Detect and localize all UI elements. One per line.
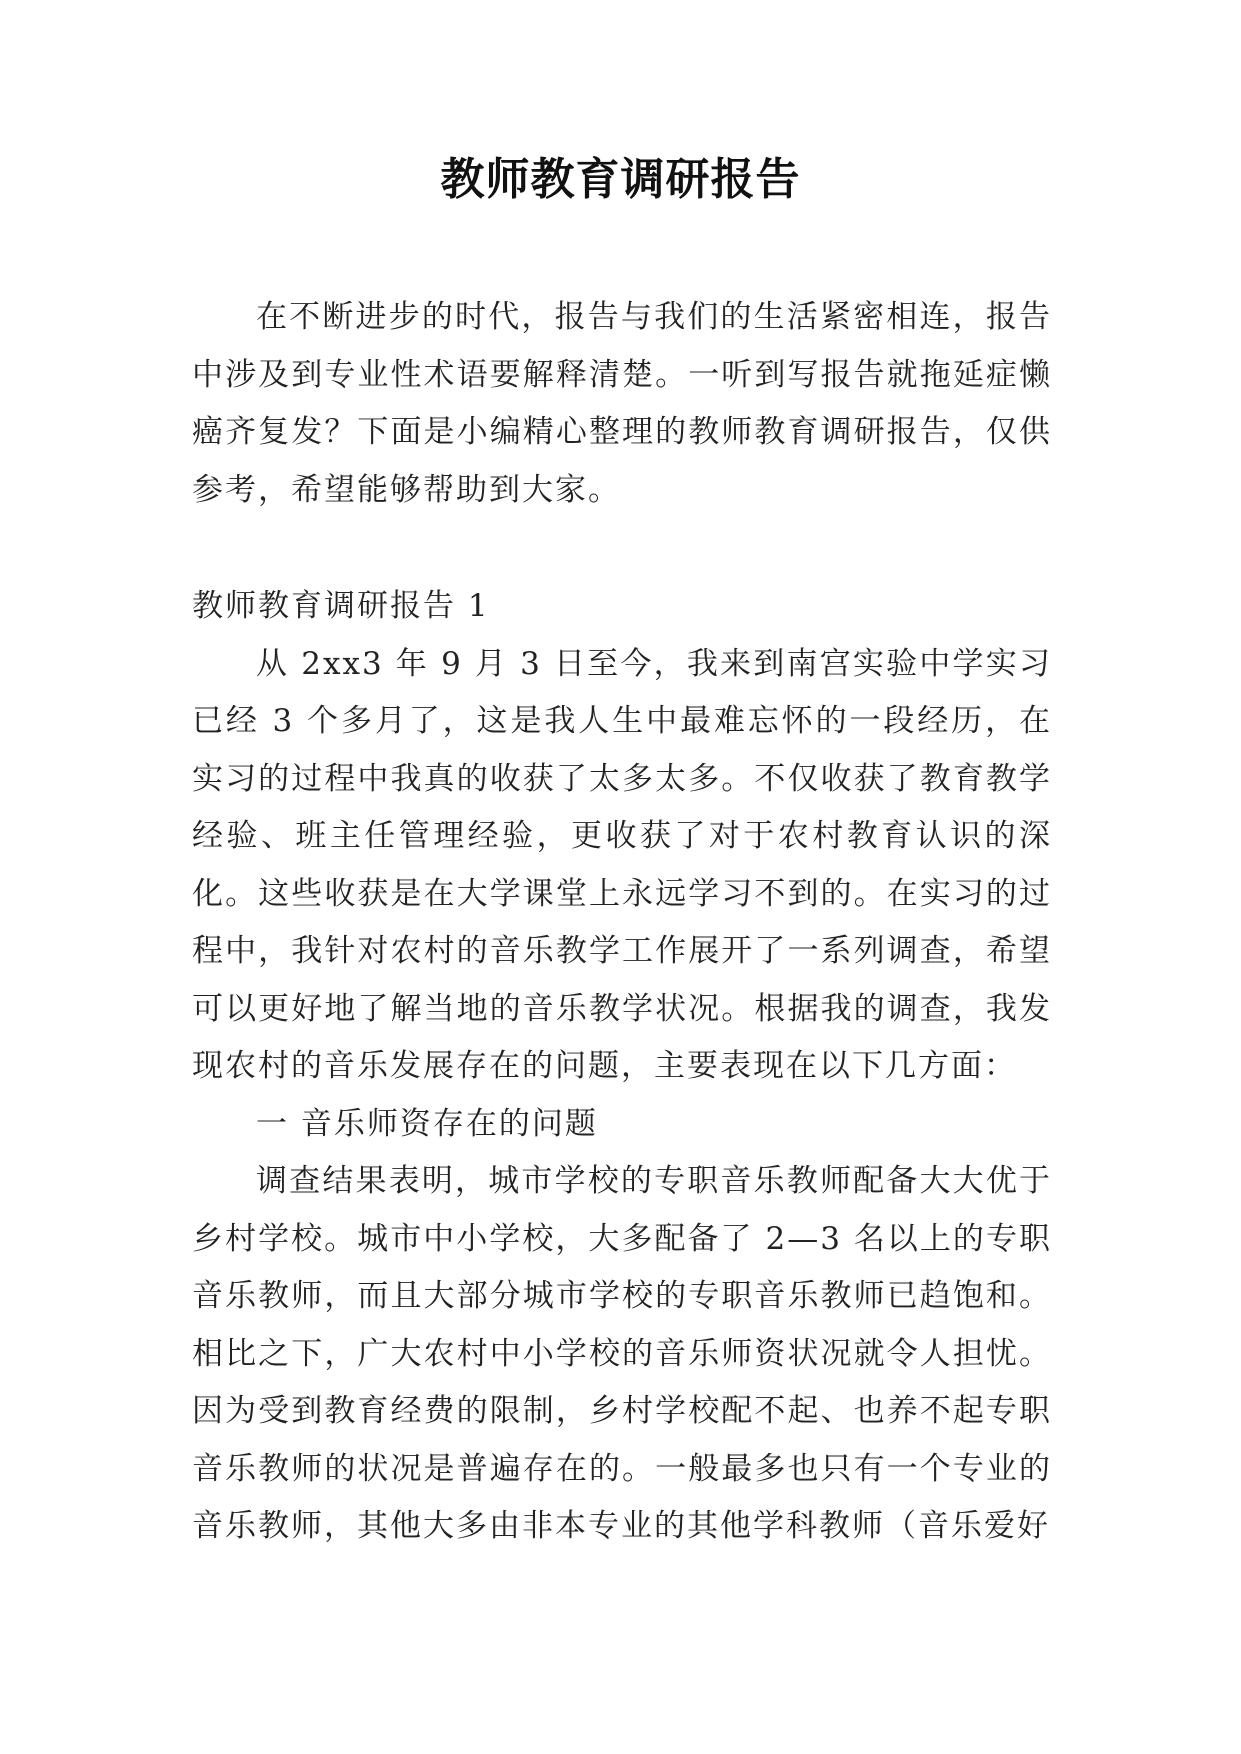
section-subheading: 一 音乐师资存在的问题 [256, 1105, 598, 1142]
document-title: 教师教育调研报告 [440, 154, 801, 205]
section-1 [192, 578, 1052, 1556]
section-paragraph-1: 从 2xx3 年 9 月 3 日至今，我来到南宫实验中学实习已经 3 个多月了，这是我人生中最难忘怀的一段经历，在实习的过程中我真的收获了太多太多。不仅收获了教育教学经验、班主任管理经验，更收获了对于农村教育认识的深化。这些收获是在大学课堂上永远学习不到的。在实习的过程中，我针对农村的音乐教学工作展开了一系列调查，希望可以更好地了解当地的音乐教学状况。根据我的调查，我发现农村的音乐发展存在的问题，主要表现在以下几方面： [192, 645, 1052, 1084]
section-heading: 教师教育调研报告 1 [192, 588, 490, 624]
intro-paragraph: 在不断进步的时代，报告与我们的生活紧密相连，报告中涉及到专业性术语要解释清楚。一听到写报告就拖延症懒癌齐复发？下面是小编精心整理的教师教育调研报告，仅供参考，希望能够帮助到大家。 [192, 299, 1052, 508]
intro-block [192, 289, 1052, 519]
section-paragraph-2: 调查结果表明，城市学校的专职音乐教师配备大大优于乡村学校。城市中小学校，大多配备了 2—3 名以上的专职音乐教师，而且大部分城市学校的专职音乐教师已趋饱和。相比之下，广大农村中小学校的音乐师资状况就令人担忧。因为受到教育经费的限制，乡村学校配不起、也养不起专职音乐教师的状况是普遍存在的。一般最多也只有一个专业的音乐教师，其他大多由非本专业的其他学科教师（音乐爱好 [192, 1163, 1052, 1544]
